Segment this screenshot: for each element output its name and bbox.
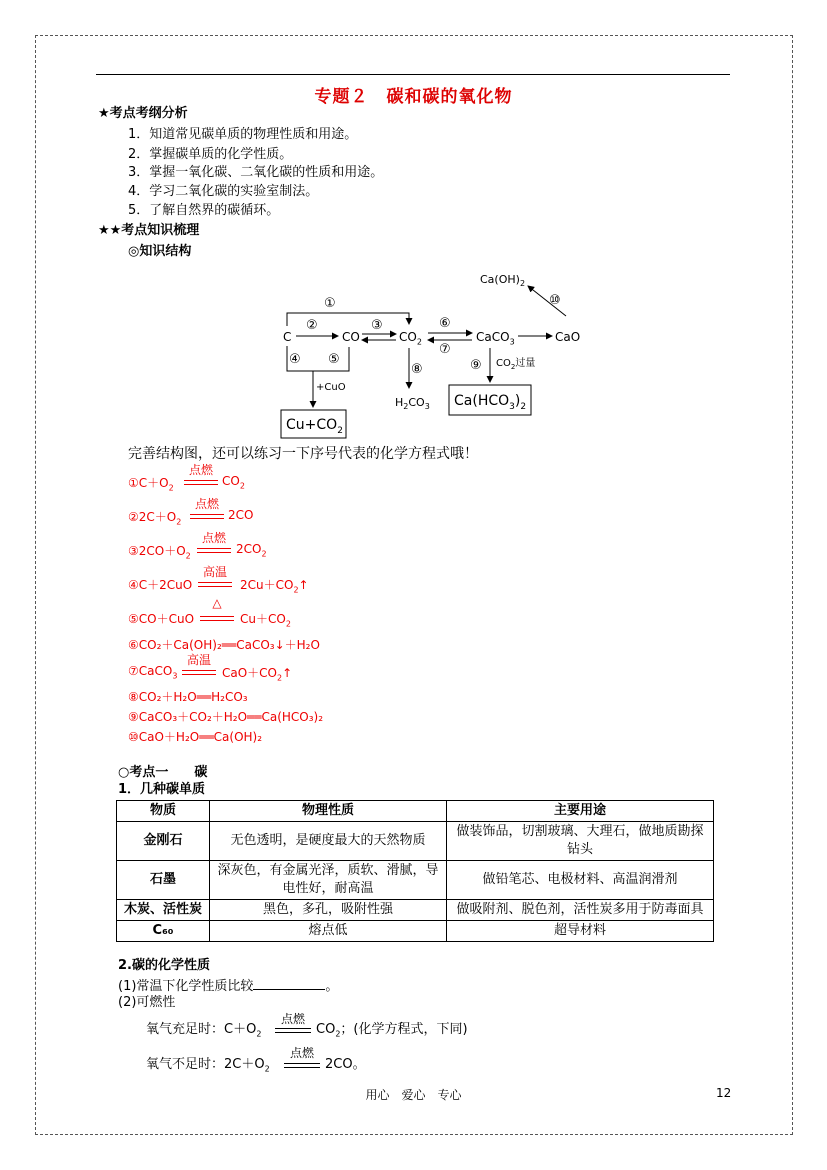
label-8: ⑧ xyxy=(411,362,423,377)
equation-3: $③2CO+O_2$ xyxy=(128,544,191,561)
equation-2-product: 2CO xyxy=(228,508,254,522)
table-row xyxy=(117,861,714,900)
equation-1-condition: 点燃 xyxy=(188,463,213,477)
outline-item: 4．学习二氧化碳的实验室制法。 xyxy=(128,184,319,199)
equation-7: ⑦CaCO$_3$ xyxy=(128,664,178,681)
carbon-allotropes-table xyxy=(116,800,714,942)
prompt-text: 完善结构图，还可以练习一下序号代表的化学方程式哦！ xyxy=(128,446,478,462)
equation-4: ④C＋2CuO xyxy=(128,578,193,592)
equation-3-condition: 点燃 xyxy=(201,531,226,545)
chem-props-line1: (1)常温下化学性质比较 。 xyxy=(118,979,339,994)
table-row xyxy=(117,921,714,942)
table-header-cell: 物理性质 xyxy=(210,801,447,822)
label-7: ⑦ xyxy=(439,342,451,357)
node-co2: $CO_2$ xyxy=(399,330,422,347)
equation-2: $②2C+O_2$ xyxy=(128,510,182,527)
equation-1-equals xyxy=(184,480,218,485)
equation-8: ⑧CO₂＋H₂O══H₂CO₃ xyxy=(128,690,248,704)
label-1: ① xyxy=(324,296,336,311)
node-caoh2: $Ca(OH)_2$ xyxy=(480,273,526,289)
equation-9: ⑨CaCO₃＋CO₂＋H₂O══Ca(HCO₃)₂ xyxy=(128,710,324,724)
equation-4-equals xyxy=(198,582,232,587)
label-3: ③ xyxy=(371,318,383,333)
node-caco3: CaCO$_3$ xyxy=(476,330,515,347)
line4-equals xyxy=(284,1063,320,1068)
node-cu-co2: $Cu+CO_2$ xyxy=(286,417,343,436)
equation-2-condition: 点燃 xyxy=(194,497,219,511)
chem-props-line4-tail: 2CO。 xyxy=(325,1057,366,1072)
equation-4-condition: 高温 xyxy=(202,565,227,579)
kaodian-heading: ○考点一 碳 xyxy=(118,765,208,780)
section-heading-outline: ★考点考纲分析 xyxy=(98,106,188,121)
chem-props-line3-tail: $CO_2$；(化学方程式，下同) xyxy=(316,1022,468,1039)
equation-7-condition: 高温 xyxy=(186,653,211,667)
label-6: ⑥ xyxy=(439,316,451,331)
equation-2-equals xyxy=(190,514,224,519)
outline-item: 5．了解自然界的碳循环。 xyxy=(128,203,280,218)
equation-1: $①C+O_2$ xyxy=(128,476,174,493)
label-10: ⑩ xyxy=(549,293,561,308)
node-cao: CaO xyxy=(555,330,581,344)
table-cell-use: 做装饰品，切割玻璃、大理石，做地质勘探钻头 xyxy=(447,822,714,861)
table-cell-use: 做铅笔芯、电极材料、高温润滑剂 xyxy=(447,861,714,900)
node-h2co3: $H_2CO_3$ xyxy=(395,396,430,412)
label-4: ④ xyxy=(289,352,301,367)
footer-motto: 用心 爱心 专心 xyxy=(365,1088,462,1102)
node-co: CO xyxy=(342,330,360,344)
equation-5-condition: △ xyxy=(212,596,222,610)
table-header-row xyxy=(117,801,714,822)
table-cell-name: C₆₀ xyxy=(117,921,210,942)
equation-6: ⑥CO₂＋Ca(OH)₂══CaCO₃↓＋H₂O xyxy=(128,638,320,652)
table-cell-use: 超导材料 xyxy=(447,921,714,942)
line4-condition: 点燃 xyxy=(289,1046,314,1060)
equation-5-product: $Cu+CO_2$ xyxy=(240,612,291,629)
node-ca-hco3-2: $Ca(HCO_3)_2$ xyxy=(454,393,527,412)
label-cuo: +CuO xyxy=(316,382,346,393)
label-5: ⑤ xyxy=(328,352,340,367)
table-header-cell: 主要用途 xyxy=(447,801,714,822)
label-co2-excess: $CO_2$过量 xyxy=(496,358,536,371)
chem-props-heading: 2.碳的化学性质 xyxy=(118,958,210,973)
equation-4-product: $2Cu+CO_2↑$ xyxy=(240,578,309,595)
equation-3-equals xyxy=(197,548,231,553)
table-row xyxy=(117,900,714,921)
equation-7-equals xyxy=(182,670,216,675)
outline-item: 1．知道常见碳单质的物理性质和用途。 xyxy=(128,127,358,142)
node-c: C xyxy=(283,330,292,344)
equation-5: ⑤CO＋CuO xyxy=(128,612,195,626)
equation-10: ⑩CaO＋H₂O══Ca(OH)₂ xyxy=(128,730,263,744)
label-9: ⑨ xyxy=(470,358,482,373)
table-cell-phys: 无色透明，是硬度最大的天然物质 xyxy=(210,822,447,861)
table-cell-phys: 黑色，多孔，吸附性强 xyxy=(210,900,447,921)
section-heading-knowledge: ★★考点知识梳理 xyxy=(98,223,200,238)
line3-condition: 点燃 xyxy=(280,1012,305,1026)
table-cell-name: 石墨 xyxy=(117,861,210,900)
page-title: 专题２ 碳和碳的氧化物 xyxy=(314,87,513,107)
chem-props-line2: (2)可燃性 xyxy=(118,995,176,1010)
label-2: ② xyxy=(306,318,318,333)
chem-props-line3: 氧气充足时：$C+O_2$ xyxy=(146,1022,262,1039)
equation-3-product: $2CO_2$ xyxy=(236,542,267,559)
equation-1-product: $CO_2$ xyxy=(222,474,245,491)
line3-equals xyxy=(275,1028,311,1033)
page-number: 12 xyxy=(716,1086,732,1100)
table-header-cell: 物质 xyxy=(117,801,210,822)
table-cell-name: 木炭、活性炭 xyxy=(117,900,210,921)
table-cell-use: 做吸附剂、脱色剂，活性炭多用于防毒面具 xyxy=(447,900,714,921)
outline-item: 3．掌握一氧化碳、二氧化碳的性质和用途。 xyxy=(128,165,384,180)
outline-item: 2．掌握碳单质的化学性质。 xyxy=(128,147,293,162)
fill-blank[interactable] xyxy=(253,977,325,990)
carbon-allotropes-heading: 1．几种碳单质 xyxy=(118,782,206,797)
equation-7-product: $CaO+CO_2↑$ xyxy=(222,666,293,683)
table-cell-phys: 熔点低 xyxy=(210,921,447,942)
chem-props-line4: 氧气不足时：$2C+O_2$ xyxy=(146,1057,270,1074)
subheading-structure: ◎知识结构 xyxy=(128,244,192,259)
table-row xyxy=(117,822,714,861)
equation-5-equals xyxy=(200,616,234,621)
table-cell-phys: 深灰色，有金属光泽，质软、滑腻，导电性好，耐高温 xyxy=(210,861,447,900)
table-cell-name: 金刚石 xyxy=(117,822,210,861)
